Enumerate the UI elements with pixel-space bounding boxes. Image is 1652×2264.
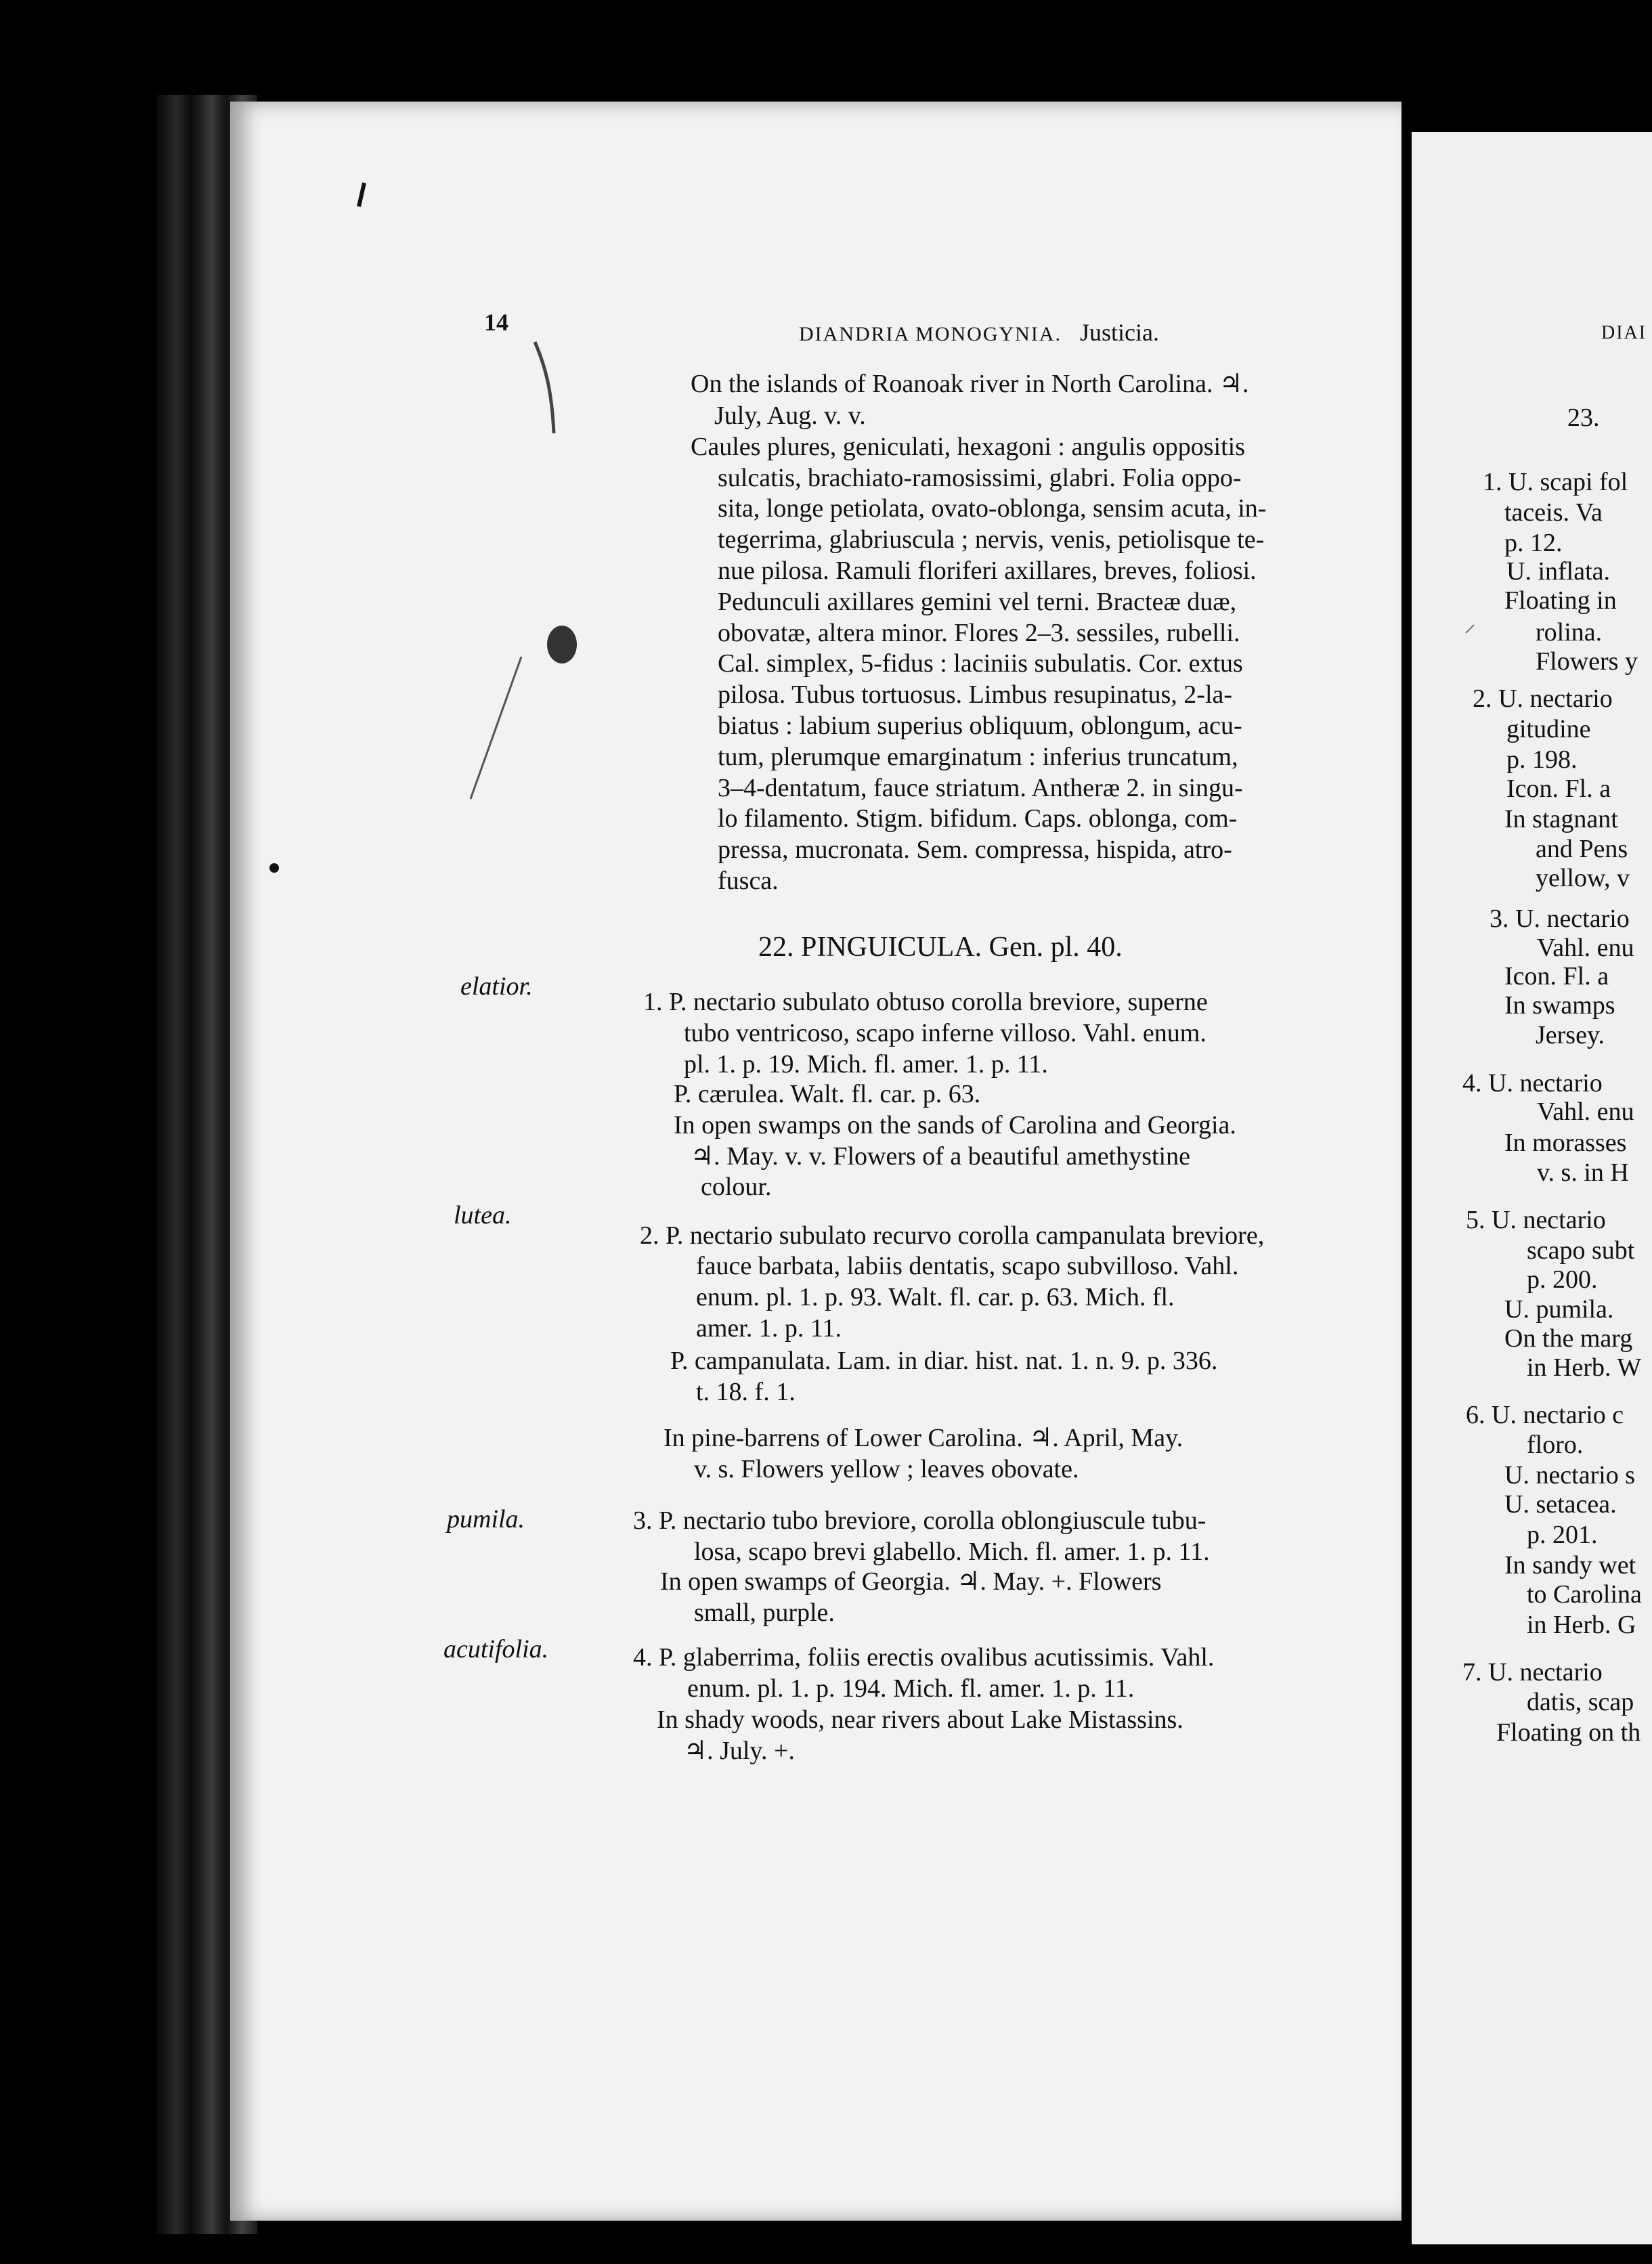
intro-line-3: Caules plures, geniculati, hexagoni : angulis oppositis — [691, 433, 1245, 461]
running-head — [799, 318, 1159, 347]
right-page-line-33: floro. — [1527, 1431, 1584, 1459]
right-page-line-31: in Herb. W — [1527, 1353, 1642, 1382]
entry-line-8: 2. P. nectario subulato recurvo corolla campanulata breviore, — [640, 1221, 1265, 1250]
right-page-line-13: Icon. Fl. a — [1506, 775, 1611, 803]
entry-line-9: fauce barbata, labiis dentatis, scapo subvilloso. Vahl. — [696, 1252, 1239, 1280]
entry-line-18: In open swamps of Georgia. ♃. May. +. Flowers — [660, 1567, 1162, 1596]
right-page-line-38: to Carolina — [1527, 1580, 1642, 1609]
right-page-line-4: taceis. Va — [1504, 498, 1603, 527]
entry-line-3: pl. 1. p. 19. Mich. fl. amer. 1. p. 11. — [684, 1050, 1048, 1079]
right-page-line-40: 7. U. nectario — [1462, 1658, 1603, 1686]
entry-line-23: ♃. July. +. — [684, 1737, 795, 1765]
right-page-line-19: Icon. Fl. a — [1504, 962, 1609, 990]
margin-name-elatior: elatior. — [460, 972, 533, 1001]
right-page-line-18: Vahl. enu — [1537, 934, 1634, 962]
right-page-line-8: rolina. — [1536, 618, 1603, 647]
right-page-line-42: Floating on th — [1496, 1718, 1641, 1747]
entry-line-17: losa, scapo brevi glabello. Mich. fl. amer. 1. p. 11. — [694, 1538, 1210, 1566]
entry-line-20: 4. P. glaberrima, foliis erectis ovalibus acutissimis. Vahl. — [633, 1643, 1215, 1672]
right-page-line-27: scapo subt — [1527, 1236, 1635, 1265]
right-page-line-15: and Pens — [1536, 835, 1628, 863]
running-head-genus: Justicia. — [1079, 319, 1159, 346]
intro-line-4: sulcatis, brachiato-ramosissimi, glabri. Folia oppo- — [718, 464, 1242, 492]
section-title: 22. PINGUICULA. Gen. pl. 40. — [758, 932, 1123, 963]
margin-name-lutea: lutea. — [454, 1201, 512, 1229]
entry-line-10: enum. pl. 1. p. 93. Walt. fl. car. p. 63. Mich. fl. — [696, 1283, 1175, 1311]
right-page-line-14: In stagnant — [1504, 805, 1618, 833]
right-page-line-17: 3. U. nectario — [1490, 905, 1630, 933]
right-page-line-28: p. 200. — [1527, 1265, 1598, 1294]
right-page-line-2: 23. — [1567, 404, 1600, 432]
right-page-line-41: datis, scap — [1527, 1688, 1634, 1716]
right-page-line-36: p. 201. — [1527, 1521, 1598, 1549]
page-number: 14 — [484, 309, 508, 336]
entry-line-19: small, purple. — [694, 1598, 835, 1627]
right-page-line-10: 2. U. nectario — [1473, 684, 1613, 713]
intro-line-9: obovatæ, altera minor. Flores 2–3. sessiles, rubelli. — [718, 619, 1240, 647]
intro-line-10: Cal. simplex, 5-fidus : laciniis subulatis. Cor. extus — [718, 649, 1243, 678]
intro-line-14: 3–4-dentatum, fauce striatum. Antheræ 2. in singu- — [718, 774, 1243, 802]
intro-line-16: pressa, mucronata. Sem. compressa, hispida, atro- — [718, 835, 1232, 864]
intro-line-17: fusca. — [718, 867, 779, 895]
entry-line-7: colour. — [701, 1173, 772, 1201]
entry-line-22: In shady woods, near rivers about Lake Mistassins. — [657, 1705, 1183, 1734]
intro-line-2: July, Aug. v. v. — [714, 401, 866, 430]
entry-line-13: t. 18. f. 1. — [696, 1378, 796, 1406]
entry-line-16: 3. P. nectario tubo breviore, corolla oblongiuscule tubu- — [633, 1506, 1207, 1535]
right-page-line-6: U. inflata. — [1506, 557, 1611, 586]
right-page-line-26: 5. U. nectario — [1466, 1206, 1606, 1234]
right-page-line-9: Flowers y — [1536, 647, 1638, 676]
entry-line-21: enum. pl. 1. p. 194. Mich. fl. amer. 1. p. 11. — [687, 1674, 1135, 1703]
right-page-line-16: yellow, v — [1536, 864, 1630, 892]
intro-line-1: On the islands of Roanoak river in North Carolina. ♃. — [691, 370, 1249, 398]
right-page-line-30: On the marg — [1504, 1324, 1633, 1353]
entry-line-4: P. cærulea. Walt. fl. car. p. 63. — [674, 1080, 981, 1108]
margin-name-pumila: pumila. — [447, 1505, 525, 1533]
margin-name-acutifolia: acutifolia. — [443, 1635, 549, 1663]
intro-line-11: pilosa. Tubus tortuosus. Limbus resupinatus, 2-la- — [718, 680, 1233, 709]
right-page-line-1: DIAI — [1601, 322, 1647, 343]
right-page-line-7: Floating in — [1504, 586, 1617, 615]
entry-line-15: v. s. Flowers yellow ; leaves obovate. — [694, 1455, 1079, 1483]
entry-line-5: In open swamps on the sands of Carolina and Georgia. — [674, 1111, 1236, 1139]
right-page-line-20: In swamps — [1504, 991, 1615, 1020]
entry-line-6: ♃. May. v. v. Flowers of a beautiful amethystine — [691, 1142, 1190, 1171]
right-page-line-23: Vahl. enu — [1537, 1097, 1634, 1126]
intro-line-8: Pedunculi axillares gemini vel terni. Bracteæ duæ, — [718, 588, 1237, 616]
right-page-line-25: v. s. in H — [1537, 1158, 1629, 1187]
running-head-class: DIANDRIA MONOGYNIA. — [799, 323, 1062, 345]
right-page-line-35: U. setacea. — [1504, 1490, 1617, 1519]
intro-line-13: tum, plerumque emarginatum : inferius truncatum, — [718, 743, 1238, 771]
right-page-line-32: 6. U. nectario c — [1466, 1401, 1624, 1429]
entry-line-12: P. campanulata. Lam. in diar. hist. nat. 1. n. 9. p. 336. — [670, 1347, 1218, 1375]
intro-line-7: nue pilosa. Ramuli floriferi axillares, breves, foliosi. — [718, 557, 1257, 585]
intro-line-5: sita, longe petiolata, ovato-oblonga, sensim acuta, in- — [718, 494, 1267, 523]
right-page-line-29: U. pumila. — [1504, 1295, 1614, 1324]
right-page-line-24: In morasses — [1504, 1129, 1627, 1157]
entry-line-1: 1. P. nectario subulato obtuso corolla breviore, superne — [643, 988, 1208, 1016]
right-page-line-22: 4. U. nectario — [1462, 1069, 1603, 1097]
right-page-line-12: p. 198. — [1506, 745, 1578, 774]
right-page-line-21: Jersey. — [1536, 1021, 1605, 1049]
right-page-line-3: 1. U. scapi fol — [1483, 468, 1628, 496]
right-page-line-11: gitudine — [1506, 715, 1591, 743]
right-page-line-34: U. nectario s — [1504, 1461, 1636, 1489]
intro-line-15: lo filamento. Stigm. bifidum. Caps. oblonga, com- — [718, 804, 1238, 833]
entry-line-11: amer. 1. p. 11. — [696, 1314, 842, 1343]
right-page-line-5: p. 12. — [1504, 529, 1563, 557]
right-page-line-37: In sandy wet — [1504, 1551, 1636, 1580]
intro-line-12: biatus : labium superius obliquum, oblongum, acu- — [718, 712, 1242, 740]
intro-line-6: tegerrima, glabriuscula ; nervis, venis, petiolisque te- — [718, 525, 1265, 554]
right-page-line-39: in Herb. G — [1527, 1611, 1636, 1639]
entry-line-2: tubo ventricoso, scapo inferne villoso. Vahl. enum. — [684, 1019, 1207, 1047]
entry-line-14: In pine-barrens of Lower Carolina. ♃. April, May. — [664, 1424, 1183, 1452]
